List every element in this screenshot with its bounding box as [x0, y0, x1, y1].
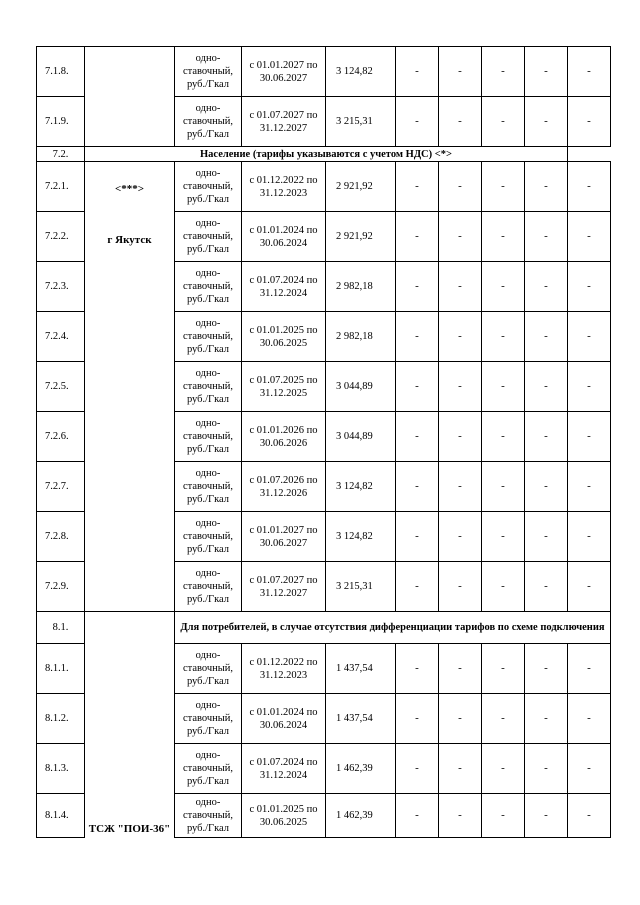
empty-value-dash: -: [482, 462, 525, 512]
tariff-value: 3 215,31: [326, 562, 396, 612]
empty-value-dash: -: [482, 412, 525, 462]
empty-value-dash: -: [568, 744, 611, 794]
section-row: [37, 147, 611, 162]
org-mark: <***>: [114, 183, 145, 195]
empty-value-dash: -: [568, 412, 611, 462]
empty-value-dash: -: [439, 362, 482, 412]
validity-period: с 01.07.2024 по 31.12.2024: [242, 262, 326, 312]
empty-value-dash: -: [525, 644, 568, 694]
validity-period: с 01.07.2025 по 31.12.2025: [242, 362, 326, 412]
tariff-table-body: [37, 47, 611, 838]
empty-value-dash: -: [396, 262, 439, 312]
empty-value-dash: -: [525, 462, 568, 512]
rate-type: одно-ставочный, руб./Гкал: [175, 212, 242, 262]
empty-value-dash: -: [482, 794, 525, 838]
empty-value-dash: -: [525, 97, 568, 147]
validity-period: с 01.01.2027 по 30.06.2027: [242, 47, 326, 97]
empty-value-dash: -: [396, 312, 439, 362]
empty-value-dash: -: [525, 744, 568, 794]
tariff-value: 1 462,39: [326, 794, 396, 838]
rate-type: одно-ставочный, руб./Гкал: [175, 162, 242, 212]
rate-type: одно-ставочный, руб./Гкал: [175, 512, 242, 562]
empty-value-dash: -: [482, 312, 525, 362]
empty-value-dash: -: [525, 162, 568, 212]
row-number: 7.2.5.: [37, 362, 85, 412]
tariff-table: [36, 46, 611, 838]
empty-value-dash: -: [396, 744, 439, 794]
validity-period: с 01.12.2022 по 31.12.2023: [242, 162, 326, 212]
empty-value-dash: -: [396, 562, 439, 612]
tariff-value: 3 124,82: [326, 512, 396, 562]
organization-name: ТСЖ "ПОИ-36": [85, 612, 175, 838]
rate-type: одно-ставочный, руб./Гкал: [175, 97, 242, 147]
empty-value-dash: -: [568, 262, 611, 312]
row-number: 7.2.9.: [37, 562, 85, 612]
rate-type: одно-ставочный, руб./Гкал: [175, 412, 242, 462]
empty-value-dash: -: [439, 312, 482, 362]
empty-value-dash: -: [439, 47, 482, 97]
tariff-value: 2 982,18: [326, 262, 396, 312]
empty-value-dash: -: [525, 412, 568, 462]
row-number: 7.2.8.: [37, 512, 85, 562]
section-number: 8.1.: [37, 612, 85, 644]
empty-value-dash: -: [568, 462, 611, 512]
empty-value-dash: -: [482, 97, 525, 147]
organization-cell: [85, 162, 175, 612]
empty-value-dash: -: [439, 794, 482, 838]
empty-value-dash: -: [439, 744, 482, 794]
tariff-value: 2 921,92: [326, 162, 396, 212]
section-number: 7.2.: [37, 147, 85, 162]
empty-value-dash: -: [396, 512, 439, 562]
empty-value-dash: -: [568, 694, 611, 744]
empty-value-dash: -: [396, 694, 439, 744]
rate-type: одно-ставочный, руб./Гкал: [175, 362, 242, 412]
organization-cell: [85, 47, 175, 147]
empty-value-dash: -: [396, 462, 439, 512]
table-row: [37, 47, 611, 97]
rate-type: одно-ставочный, руб./Гкал: [175, 744, 242, 794]
row-number: 7.2.2.: [37, 212, 85, 262]
empty-value-dash: -: [525, 47, 568, 97]
empty-value-dash: -: [568, 562, 611, 612]
empty-value-dash: -: [525, 262, 568, 312]
empty-value-dash: -: [482, 644, 525, 694]
section-title: Население (тарифы указываются с учетом НДС) <*>: [85, 147, 568, 162]
empty-value-dash: -: [439, 162, 482, 212]
empty-value-dash: -: [396, 162, 439, 212]
row-number: 8.1.2.: [37, 694, 85, 744]
tariff-value: 1 462,39: [326, 744, 396, 794]
empty-value-dash: -: [482, 512, 525, 562]
validity-period: с 01.01.2025 по 30.06.2025: [242, 794, 326, 838]
empty-value-dash: -: [439, 262, 482, 312]
row-number: 7.2.1.: [37, 162, 85, 212]
rate-type: одно-ставочный, руб./Гкал: [175, 562, 242, 612]
tariff-value: 3 124,82: [326, 47, 396, 97]
section-title: Для потребителей, в случае отсутствия дифференциации тарифов по схеме подключения: [175, 612, 611, 644]
validity-period: с 01.01.2024 по 30.06.2024: [242, 694, 326, 744]
empty-value-dash: -: [568, 644, 611, 694]
empty-value-dash: -: [439, 212, 482, 262]
tariff-value: 3 124,82: [326, 462, 396, 512]
validity-period: с 01.07.2024 по 31.12.2024: [242, 744, 326, 794]
empty-value-dash: -: [482, 562, 525, 612]
rate-type: одно-ставочный, руб./Гкал: [175, 47, 242, 97]
validity-period: с 01.01.2025 по 30.06.2025: [242, 312, 326, 362]
empty-value-dash: -: [396, 362, 439, 412]
empty-value-dash: -: [482, 694, 525, 744]
tariff-value: 2 921,92: [326, 212, 396, 262]
empty-value-dash: -: [482, 162, 525, 212]
empty-value-dash: -: [396, 97, 439, 147]
tariff-value: 3 044,89: [326, 412, 396, 462]
tariff-value: 1 437,54: [326, 644, 396, 694]
validity-period: с 01.07.2027 по 31.12.2027: [242, 562, 326, 612]
empty-value-dash: -: [482, 362, 525, 412]
row-number: 7.1.9.: [37, 97, 85, 147]
row-number: 7.1.8.: [37, 47, 85, 97]
rate-type: одно-ставочный, руб./Гкал: [175, 312, 242, 362]
tariff-value: 2 982,18: [326, 312, 396, 362]
tariff-value: 1 437,54: [326, 694, 396, 744]
section-row: [37, 612, 611, 644]
empty-value-dash: -: [396, 794, 439, 838]
empty-value-dash: -: [568, 162, 611, 212]
empty-value-dash: -: [482, 262, 525, 312]
row-number: 7.2.3.: [37, 262, 85, 312]
empty-value-dash: -: [525, 512, 568, 562]
org-city: г Якутск: [107, 234, 152, 246]
empty-value-dash: -: [568, 212, 611, 262]
validity-period: с 01.07.2027 по 31.12.2027: [242, 97, 326, 147]
rate-type: одно-ставочный, руб./Гкал: [175, 462, 242, 512]
empty-value-dash: -: [568, 512, 611, 562]
validity-period: с 01.01.2027 по 30.06.2027: [242, 512, 326, 562]
rate-type: одно-ставочный, руб./Гкал: [175, 262, 242, 312]
empty-value-dash: -: [439, 412, 482, 462]
empty-value-dash: -: [568, 794, 611, 838]
validity-period: с 01.12.2022 по 31.12.2023: [242, 644, 326, 694]
rate-type: одно-ставочный, руб./Гкал: [175, 794, 242, 838]
empty-value-dash: -: [568, 47, 611, 97]
row-number: 8.1.4.: [37, 794, 85, 838]
row-number: 7.2.7.: [37, 462, 85, 512]
empty-value-dash: -: [482, 47, 525, 97]
empty-value-dash: -: [525, 362, 568, 412]
empty-value-dash: -: [439, 512, 482, 562]
empty-value-dash: -: [396, 412, 439, 462]
empty-value-dash: -: [439, 97, 482, 147]
empty-value-dash: -: [482, 212, 525, 262]
validity-period: с 01.01.2026 по 30.06.2026: [242, 412, 326, 462]
empty-value-dash: -: [568, 97, 611, 147]
empty-value-dash: -: [439, 644, 482, 694]
empty-value-dash: -: [525, 212, 568, 262]
validity-period: с 01.01.2024 по 30.06.2024: [242, 212, 326, 262]
empty-value-dash: -: [568, 362, 611, 412]
empty-value-dash: -: [439, 694, 482, 744]
table-row: [37, 162, 611, 212]
empty-value-dash: -: [482, 744, 525, 794]
empty-value-dash: -: [396, 644, 439, 694]
empty-value-dash: -: [525, 562, 568, 612]
rate-type: одно-ставочный, руб./Гкал: [175, 644, 242, 694]
row-number: 8.1.3.: [37, 744, 85, 794]
row-number: 7.2.4.: [37, 312, 85, 362]
empty-value-dash: -: [439, 562, 482, 612]
empty-value-dash: -: [396, 212, 439, 262]
validity-period: с 01.07.2026 по 31.12.2026: [242, 462, 326, 512]
empty-value-dash: -: [525, 794, 568, 838]
tariff-value: 3 044,89: [326, 362, 396, 412]
tariff-value: 3 215,31: [326, 97, 396, 147]
empty-value-dash: -: [439, 462, 482, 512]
empty-value-dash: -: [525, 312, 568, 362]
rate-type: одно-ставочный, руб./Гкал: [175, 694, 242, 744]
row-number: 8.1.1.: [37, 644, 85, 694]
empty-value-dash: -: [396, 47, 439, 97]
empty-value-dash: -: [568, 312, 611, 362]
row-number: 7.2.6.: [37, 412, 85, 462]
empty-value-dash: -: [525, 694, 568, 744]
